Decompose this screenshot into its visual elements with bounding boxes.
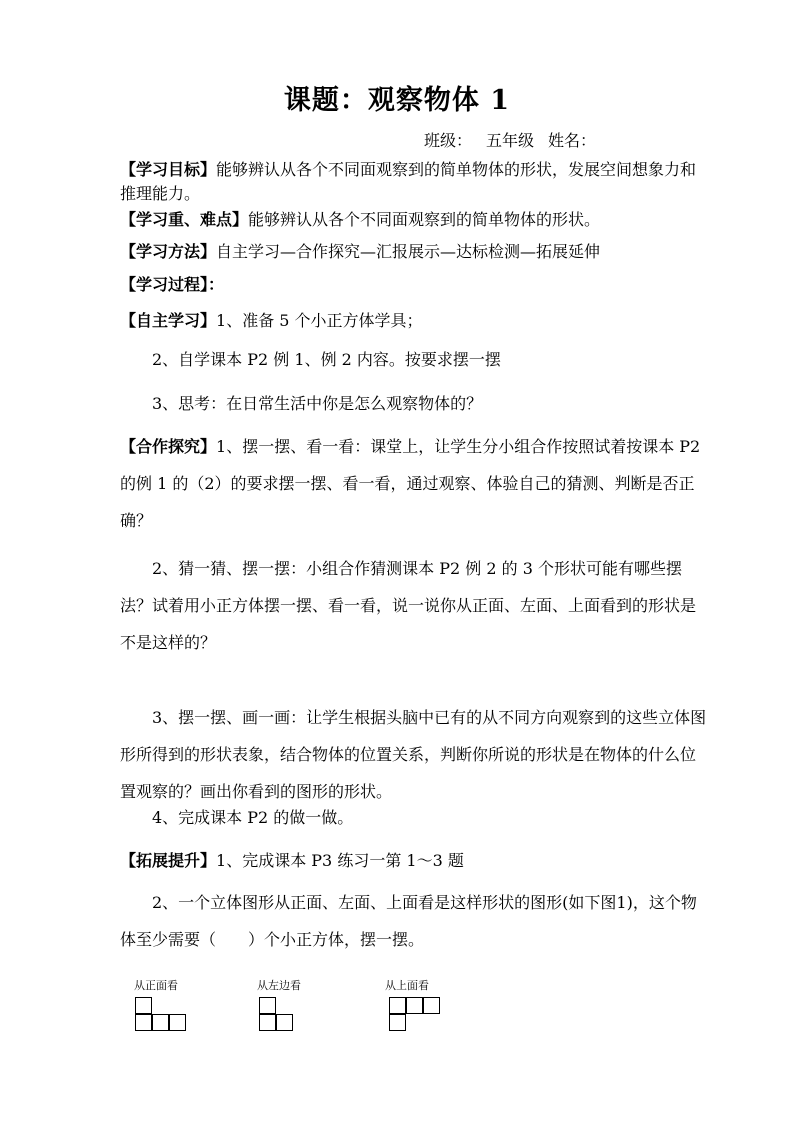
extension-2: 2、一个立体图形从正面、左面、上面看是这样形状的图形(如下图1)，这个物体至少需要（ ）个小正方体，摆一摆。: [120, 893, 697, 949]
section-text: ：: [208, 275, 225, 294]
front-view-grid-icon: [135, 997, 189, 1033]
self-study-3: 3、思考：在日常生活中你是怎么观察物体的？: [152, 394, 483, 413]
figure-label-front: 从正面看: [134, 979, 178, 992]
figure-label-left: 从左边看: [257, 979, 301, 992]
self-study-1: [120, 309, 710, 333]
section-label: 【学习重、难点】: [120, 210, 249, 229]
figure-label-top: 从上面看: [385, 979, 429, 992]
cooperation-1: [120, 428, 710, 539]
top-view-grid-icon: [389, 997, 443, 1033]
self-study-2: 2、自学课本 P2 例 1、例 2 内容。按要求摆一摆: [152, 350, 501, 369]
section-label: 【自主学习】: [120, 311, 217, 330]
list-item: 1、摆一摆、看一看：课堂上，让学生分小组合作按照试着按课本 P2 的例 1 的（2）的要求摆一摆、看一看，通过观察、体验自己的猜测、判断是否正确？: [120, 437, 701, 530]
section-text: 能够辨认从各个不同面观察到的简单物体的形状，发展空间想象力和推理能力。: [120, 160, 697, 203]
extension-1: [120, 849, 710, 873]
class-label: 班级：: [424, 131, 473, 150]
section-label: 【学习目标】: [120, 160, 217, 179]
section-text: 自主学习—合作探究—汇报展示—达标检测—拓展延伸: [216, 242, 601, 261]
section-label: 【拓展提升】: [120, 851, 217, 870]
section-label: 【学习过程】: [120, 275, 209, 294]
learning-process: [120, 273, 710, 297]
left-view-grid-icon: [259, 997, 295, 1033]
page-title: 课题：观察物体 1: [283, 85, 511, 116]
cooperation-2: 2、猜一猜、摆一摆：小组合作猜测课本 P2 例 2 的 3 个形状可能有哪些摆法？试着用小正方体摆一摆、看一看，说一说你从正面、左面、上面看到的形状是不是这样的？: [120, 559, 697, 652]
section-label: 【合作探究】: [120, 437, 217, 456]
name-label: 姓名：: [548, 131, 597, 150]
list-item: 1、完成课本 P3 练习一第 1～3 题: [216, 851, 464, 870]
class-value: 五年级: [486, 131, 535, 150]
section-label: 【学习方法】: [120, 242, 217, 261]
cooperation-4: 4、完成课本 P2 的做一做。: [152, 808, 354, 827]
learning-goals: [120, 158, 710, 206]
section-text: 能够辨认从各个不同面观察到的简单物体的形状。: [248, 210, 601, 229]
list-item: 1、准备 5 个小正方体学具；: [216, 311, 423, 330]
class-info-line: [424, 128, 610, 151]
key-points: [120, 208, 710, 232]
cooperation-3: 3、摆一摆、画一画：让学生根据头脑中已有的从不同方向观察到的这些立体图形所得到的形状表象，结合物体的位置关系，判断你所说的形状是在物体的什么位置观察的？画出你看到的图形的形状。: [120, 708, 707, 801]
learning-method: [120, 240, 710, 264]
